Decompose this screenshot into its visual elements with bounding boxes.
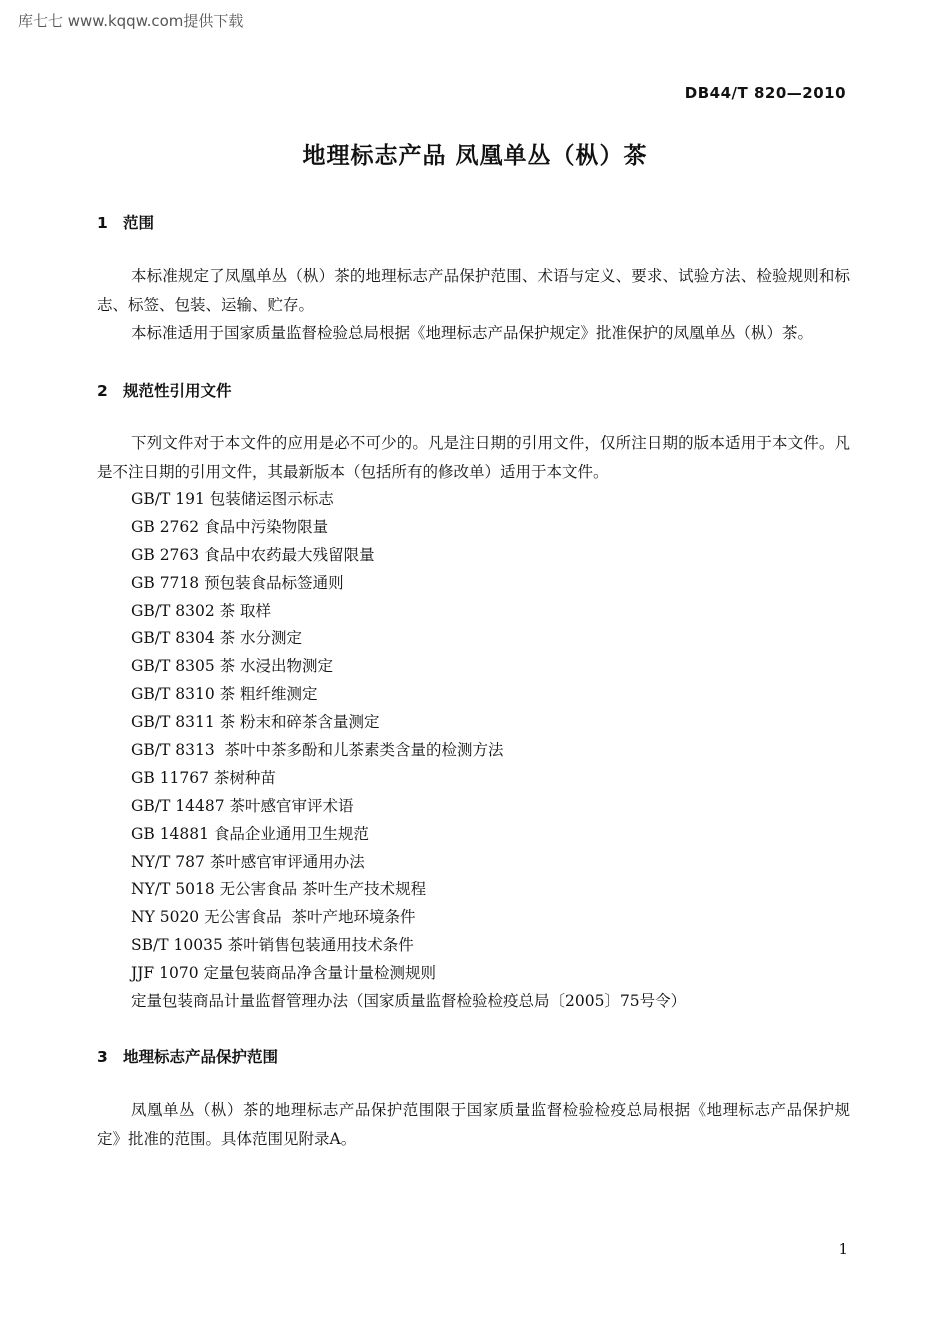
section-1-paragraph-2: 本标准适用于国家质量监督检验总局根据《地理标志产品保护规定》批准保护的凤凰单丛（枞）茶。 — [131, 324, 814, 342]
reference-item: SB/T 10035 茶叶销售包装通用技术条件 — [131, 936, 414, 955]
reference-item: GB 11767 茶树种苗 — [131, 768, 276, 787]
normative-reference-list — [131, 486, 686, 1016]
document-code: DB44/T 820—2010 — [684, 84, 846, 102]
page-number: 1 — [838, 1240, 848, 1258]
reference-item: GB/T 8311 茶 粉末和碎茶含量测定 — [131, 713, 380, 732]
reference-item: GB/T 8304 茶 水分测定 — [131, 629, 303, 648]
reference-item: GB 2762 食品中污染物限量 — [131, 517, 329, 536]
reference-item: GB/T 8313 茶叶中茶多酚和儿茶素类含量的检测方法 — [131, 741, 504, 760]
reference-item: NY 5020 无公害食品 茶叶产地环境条件 — [131, 908, 416, 927]
section-number: 1 — [97, 214, 108, 232]
reference-item: GB 7718 预包装食品标签通则 — [131, 573, 344, 592]
section-title: 范围 — [123, 214, 155, 232]
section-number: 2 — [97, 382, 108, 400]
reference-item: NY/T 787 茶叶感官审评通用办法 — [131, 852, 365, 871]
reference-item: JJF 1070 定量包装商品净含量计量检测规则 — [131, 964, 436, 983]
section-1-heading — [97, 211, 154, 233]
section-number: 3 — [97, 1048, 108, 1066]
reference-item: GB/T 8310 茶 粗纤维测定 — [131, 685, 318, 704]
section-2-heading — [97, 379, 232, 401]
reference-item: NY/T 5018 无公害食品 茶叶生产技术规程 — [131, 880, 427, 899]
section-3-heading — [97, 1045, 278, 1067]
reference-item: 定量包装商品计量监督管理办法（国家质量监督检验检疫总局〔2005〕75号令） — [131, 992, 687, 1011]
page-title: 地理标志产品 凤凰单丛（枞）茶 — [302, 143, 648, 169]
section-title: 地理标志产品保护范围 — [123, 1048, 279, 1066]
reference-item: GB/T 8302 茶 取样 — [131, 601, 272, 620]
watermark-text: 库七七 www.kqqw.com提供下载 — [18, 12, 244, 30]
reference-item: GB 2763 食品中农药最大残留限量 — [131, 545, 375, 564]
reference-item: GB/T 14487 茶叶感官审评术语 — [131, 796, 354, 815]
section-title: 规范性引用文件 — [123, 382, 232, 400]
section-3-paragraph-1: 凤凰单丛（枞）茶的地理标志产品保护范围限于国家质量监督检验检疫总局根据《地理标志产品保护规定》批准的范围。具体范围见附录A。 — [97, 1101, 850, 1148]
reference-item: GB 14881 食品企业通用卫生规范 — [131, 824, 369, 843]
section-1-paragraph-1: 本标准规定了凤凰单丛（枞）茶的地理标志产品保护范围、术语与定义、要求、试验方法、检验规则和标志、标签、包装、运输、贮存。 — [97, 267, 850, 314]
reference-item: GB/T 8305 茶 水浸出物测定 — [131, 657, 334, 676]
section-2-paragraph-1: 下列文件对于本文件的应用是必不可少的。凡是注日期的引用文件，仅所注日期的版本适用于本文件。凡是不注日期的引用文件，其最新版本（包括所有的修改单）适用于本文件。 — [97, 434, 850, 481]
reference-item: GB/T 191 包装储运图示标志 — [131, 490, 334, 508]
